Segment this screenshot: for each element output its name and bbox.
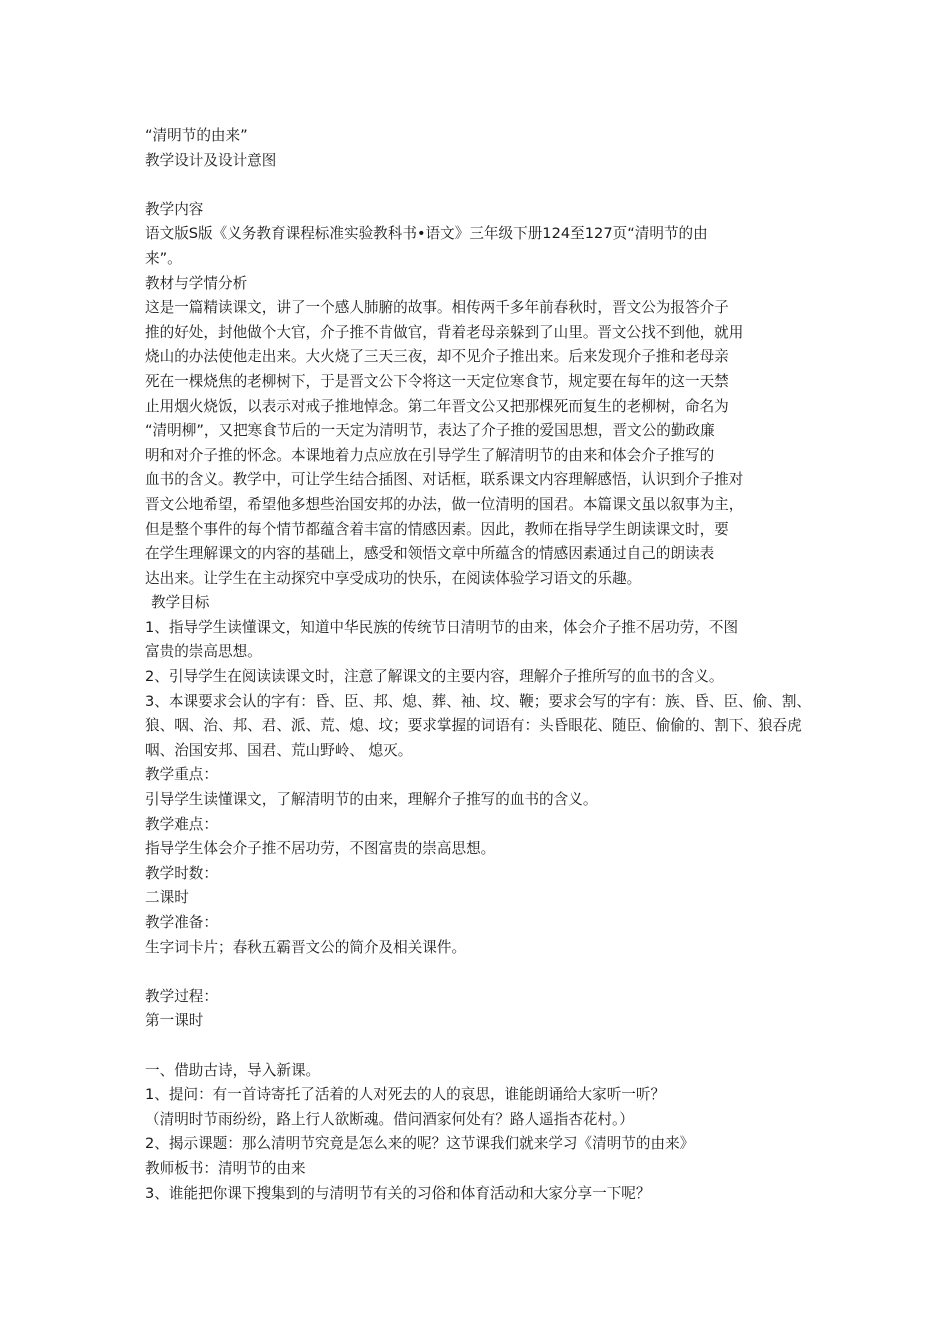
spacer	[145, 173, 815, 198]
goals-line: 富贵的崇高思想。	[145, 643, 262, 661]
document-title: “清明节的由来”	[145, 127, 248, 144]
spacer	[145, 1034, 815, 1059]
goals-line: 3、本课要求会认的字有：昏、臣、邦、熄、葬、袖、坟、鞭；要求会写的字有：族、昏、臣、偷、割、	[145, 692, 812, 710]
difficulty-text: 指导学生体会介子推不居功劳，不图富贵的崇高思想。	[145, 840, 496, 858]
analysis-line: 烧山的办法使他走出来。大火烧了三天三夜，却不见介子推出来。后来发现介子推和老母亲	[145, 348, 729, 366]
key-text: 引导学生读懂课文，了解清明节的由来，理解介子推写的血书的含义。	[145, 791, 598, 809]
goals-heading: 教学目标	[151, 594, 210, 612]
content-heading: 教学内容	[145, 200, 204, 218]
analysis-heading: 教材与学情分析	[145, 274, 248, 292]
key-heading: 教学重点：	[145, 766, 218, 784]
step-line: （清明时节雨纷纷，路上行人欲断魂。借问酒家何处有？路人遥指杏花村。）	[145, 1110, 634, 1128]
goals-line: 狼、咽、治、邦、君、派、荒、熄、坟；要求掌握的词语有：头昏眼花、随臣、偷偷的、割下、狼吞虎	[145, 717, 802, 735]
analysis-line: 止用烟火烧饭，以表示对戒子推地悼念。第二年晋文公又把那棵死而复生的老柳树，命名为	[145, 397, 729, 415]
analysis-line: 血书的含义。教学中，可让学生结合插图、对话框，联系课文内容理解感悟，认识到介子推对	[145, 471, 744, 489]
spacer	[145, 960, 815, 985]
process-heading: 教学过程：	[145, 987, 218, 1005]
analysis-line: 达出来。让学生在主动探究中享受成功的快乐，在阅读体验学习语文的乐趣。	[145, 569, 642, 587]
content-text-line: 来”。	[145, 249, 182, 267]
lesson-heading: 第一课时	[145, 1012, 204, 1030]
goals-line: 咽、治国安邦、国君、荒山野岭、 熄灭。	[145, 741, 413, 759]
prep-heading: 教学准备：	[145, 914, 218, 931]
goals-line: 2、引导学生在阅读读课文时，注意了解课文的主要内容，理解介子推所写的血书的含义。	[145, 668, 724, 686]
hours-heading: 教学时数：	[145, 864, 218, 882]
analysis-line: 晋文公地希望，希望他多想些治国安邦的办法，做一位清明的国君。本篇课文虽以叙事为主，	[145, 495, 744, 513]
analysis-line: 推的好处，封他做个大官，介子推不肯做官，背着老母亲躲到了山里。晋文公找不到他，就用	[145, 323, 744, 341]
analysis-line: “清明柳”，又把寒食节后的一天定为清明节，表达了介子推的爱国思想，晋文公的勤政廉	[145, 422, 715, 440]
step1-heading: 一、借助古诗，导入新课。	[145, 1061, 321, 1079]
content-text-line: 语文版S版《义务教育课程标准实验教科书•语文》三年级下册124至127页“清明节的由	[145, 225, 708, 243]
step-line: 1、提问：有一首诗寄托了活着的人对死去的人的哀思，谁能朗诵给大家听一听？	[145, 1086, 666, 1104]
analysis-line: 明和对介子推的怀念。本课地着力点应放在引导学生了解清明节的由来和体会介子推写的	[145, 446, 715, 464]
analysis-line: 在学生理解课文的内容的基础上，感受和领悟文章中所蕴含的情感因素通过自己的朗读表	[145, 545, 715, 563]
analysis-line: 这是一篇精读课文，讲了一个感人肺腑的故事。相传两千多年前春秋时，晋文公为报答介子	[145, 299, 729, 317]
prep-text: 生字词卡片；春秋五霸晋文公的简介及相关课件。	[145, 938, 467, 956]
document-body	[145, 124, 815, 1206]
goals-line: 1、指导学生读懂课文，知道中华民族的传统节日清明节的由来，体会介子推不居功劳，不图	[145, 618, 739, 636]
step-line: 教师板书：清明节的由来	[145, 1159, 306, 1177]
analysis-line: 但是整个事件的每个情节都蕴含着丰富的情感因素。因此，教师在指导学生朗读课文时，要	[145, 520, 729, 538]
difficulty-heading: 教学难点：	[145, 815, 218, 833]
step-line: 2、揭示课题：那么清明节究竟是怎么来的呢？这节课我们就来学习《清明节的由来》	[145, 1135, 695, 1153]
step-line: 3、谁能把你课下搜集到的与清明节有关的习俗和体育活动和大家分享一下呢？	[145, 1184, 651, 1202]
hours-text: 二课时	[145, 889, 189, 907]
document-subtitle: 教学设计及设计意图	[145, 151, 277, 169]
analysis-line: 死在一棵烧焦的老柳树下，于是晋文公下令将这一天定位寒食节，规定要在每年的这一天禁	[145, 372, 729, 390]
